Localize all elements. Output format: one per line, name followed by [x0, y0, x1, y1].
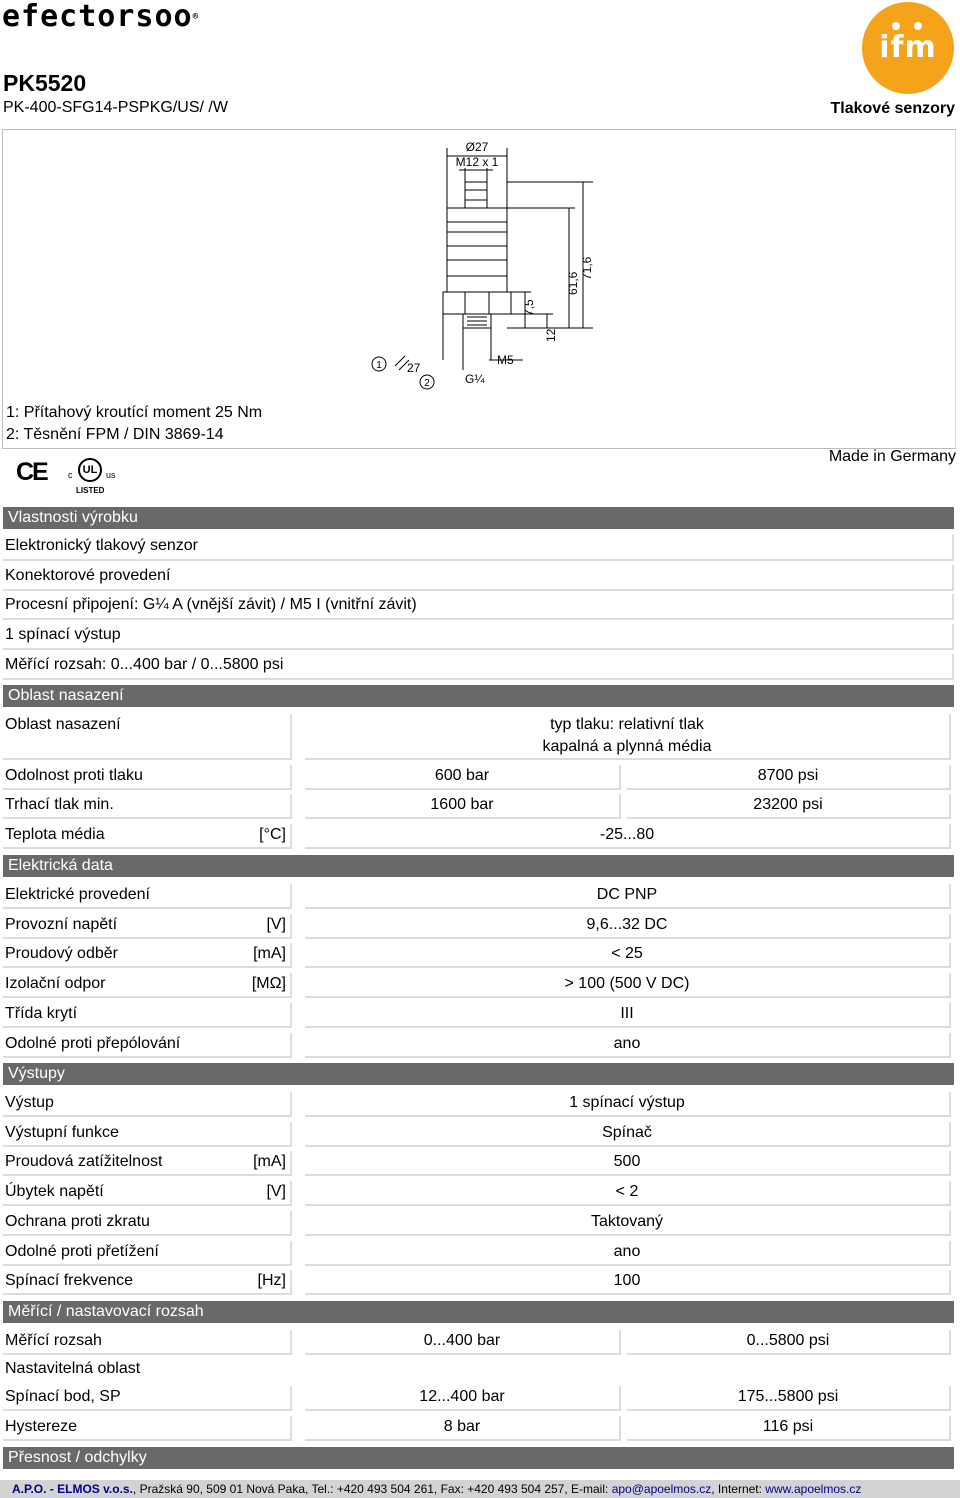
footer-internet-label: , Internet: [711, 1482, 766, 1496]
dim-hex: 7,5 [522, 299, 536, 316]
product-type: PK-400-SFG14-PSPKG/US/ /W [3, 99, 228, 116]
spec-unit: [V] [266, 1183, 286, 1201]
spec-unit: [MΩ] [251, 975, 286, 993]
spec-value: 116 psi [627, 1416, 951, 1441]
spec-value: > 100 (500 V DC) [305, 973, 951, 998]
spec-value: 1 spínací výstup [305, 1092, 951, 1117]
section-vystupy: Výstupy [3, 1063, 954, 1085]
spec-label: Proudová zatížitelnost [3, 1151, 292, 1176]
spec-label: Elektrické provedení [3, 884, 292, 909]
spec-label: Oblast nasazení [3, 714, 292, 760]
list-item: Měřící rozsah: 0...400 bar / 0...5800 psi [3, 654, 954, 680]
footer-web-link[interactable]: www.apoelmos.cz [765, 1482, 862, 1496]
spec-label: Spínací bod, SP [3, 1386, 292, 1411]
section-oblast: Oblast nasazení [3, 685, 954, 707]
spec-label: Teplota média [3, 824, 292, 849]
spec-label: Měřící rozsah [3, 1330, 292, 1355]
spec-label: Ochrana proti zkratu [3, 1211, 292, 1236]
spec-unit: [mA] [253, 1153, 286, 1171]
spec-value: ano [305, 1033, 951, 1058]
spec-value: 100 [305, 1270, 951, 1295]
spec-label: Spínací frekvence [3, 1270, 292, 1295]
dim-thread: M12 x 1 [455, 155, 499, 169]
dim-diameter: Ø27 [465, 140, 489, 154]
spec-label: Izolační odpor [3, 973, 292, 998]
spec-unit: [mA] [253, 945, 286, 963]
spec-label: Třída krytí [3, 1003, 292, 1028]
dim-body: 61,6 [566, 271, 580, 295]
spec-value: 600 bar [305, 765, 621, 790]
section-vlastnosti: Vlastnosti výrobku [3, 507, 954, 529]
section-presnost: Přesnost / odchylky [3, 1447, 954, 1469]
spec-value: 23200 psi [627, 794, 951, 819]
ifm-logo: ifm [862, 2, 954, 94]
section-merici: Měřící / nastavovací rozsah [3, 1301, 954, 1323]
spec-value: Taktovaný [305, 1211, 951, 1236]
dim-total: 71,6 [580, 256, 594, 280]
dim-wrench: 27 [407, 361, 421, 375]
product-code: PK5520 [3, 70, 87, 96]
sensor-drawing-svg [3, 130, 955, 448]
made-in: Made in Germany [828, 448, 956, 465]
product-category: Tlakové senzory [830, 100, 955, 117]
callout-2: 2 [424, 378, 430, 389]
spec-label: Provozní napětí [3, 914, 292, 939]
spec-label: Výstupní funkce [3, 1122, 292, 1147]
spec-value: ano [305, 1241, 951, 1266]
note-torque: 1: Přítahový kroutící moment 25 Nm [6, 404, 263, 421]
technical-drawing [2, 129, 956, 449]
callout-1: 1 [376, 360, 382, 371]
spec-value: III [305, 1003, 951, 1028]
spec-value: 0...5800 psi [627, 1330, 951, 1355]
spec-label: Úbytek napětí [3, 1181, 292, 1206]
spec-label: Výstup [3, 1092, 292, 1117]
spec-label: Hystereze [3, 1416, 292, 1441]
note-seal: 2: Těsnění FPM / DIN 3869-14 [6, 426, 224, 443]
spec-label: Trhací tlak min. [3, 794, 292, 819]
spec-label: Nastavitelná oblast [5, 1360, 141, 1377]
dim-m5: M5 [497, 353, 514, 367]
spec-value: 1600 bar [305, 794, 621, 819]
spec-label: Odolné proti přetížení [3, 1241, 292, 1266]
dim-g14: G¼ [465, 372, 485, 386]
list-item: Konektorové provedení [3, 565, 954, 591]
list-item: 1 spínací výstup [3, 624, 954, 650]
spec-label: Odolné proti přepólování [3, 1033, 292, 1058]
section-elektricka: Elektrická data [3, 855, 954, 877]
spec-value: typ tlaku: relativní tlak kapalná a plynná média [305, 714, 951, 760]
spec-unit: [°C] [259, 826, 286, 843]
spec-value: 8700 psi [627, 765, 951, 790]
spec-value: 0...400 bar [305, 1330, 621, 1355]
spec-label: Proudový odběr [3, 943, 292, 968]
dim-thread-len: 12 [544, 328, 558, 342]
footer-address: , Pražská 90, 509 01 Nová Paka, Tel.: +420 493 504 261, Fax: +420 493 504 257, E-mail: [132, 1482, 612, 1496]
list-item: Procesní připojení: G¼ A (vnější závit) / M5 I (vnitřní závit) [3, 594, 954, 620]
spec-value: Spínač [305, 1122, 951, 1147]
spec-label: Odolnost proti tlaku [3, 765, 292, 790]
spec-value: 8 bar [305, 1416, 621, 1441]
spec-value: 9,6...32 DC [305, 914, 951, 939]
spec-value: -25...80 [305, 824, 951, 849]
spec-value: < 25 [305, 943, 951, 968]
brand-logo: efectorsoo® [2, 0, 200, 34]
spec-unit: [V] [266, 915, 286, 933]
spec-value: 500 [305, 1151, 951, 1176]
footer-email-link[interactable]: apo@apoelmos.cz [611, 1482, 712, 1496]
ul-listed-mark: c UL us LISTED [66, 458, 122, 498]
footer [0, 1480, 960, 1498]
spec-unit: [Hz] [257, 1272, 286, 1290]
spec-value: 175...5800 psi [627, 1386, 951, 1411]
list-item: Elektronický tlakový senzor [3, 535, 954, 561]
spec-value: < 2 [305, 1181, 951, 1206]
spec-value: DC PNP [305, 884, 951, 909]
footer-company: A.P.O. - ELMOS v.o.s. [12, 1482, 133, 1496]
ce-mark: CE [16, 458, 47, 486]
spec-value: 12...400 bar [305, 1386, 621, 1411]
